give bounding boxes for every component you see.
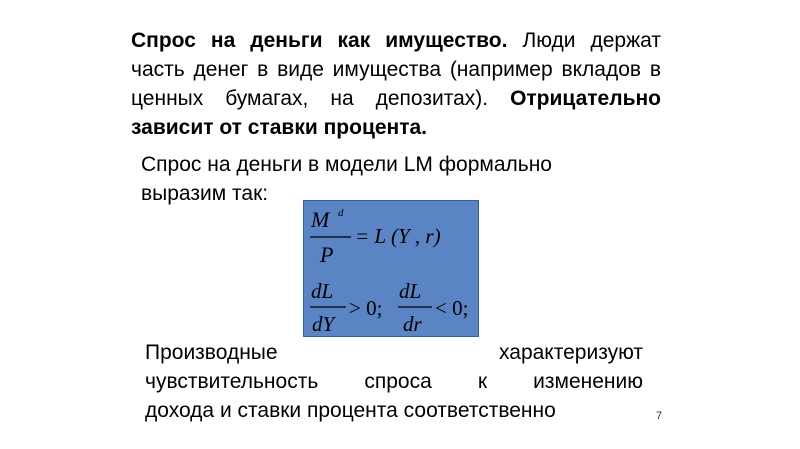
frac1-numerator: M [311,207,330,232]
paragraph3-line3: дохода и ставки процента соответственно [145,399,556,422]
paragraph-derivatives [145,338,643,425]
paragraph3-line2 [145,367,643,396]
relation2: > 0; [349,296,383,320]
paragraph-money-demand-as-asset [131,26,661,142]
paragraph1-text: Люди держат часть денег в виде имущества (например вкладов в ценных бумагах, на депозитах). [131,29,661,110]
paragraph3-line2-word: к [477,370,488,393]
paragraph3-word2: характеризуют [499,341,643,364]
bold-tail: Отрицательно зависит от ставки процента. [131,87,661,139]
paragraph3-line2-word: спроса [364,370,432,393]
frac1-superscript: d [338,207,344,219]
paragraph3-word1: Производные [145,341,278,364]
frac3-numerator: dL [399,279,422,303]
bold-lead: Спрос на деньги как имущество. [131,29,508,52]
equation1-rhs: = L (Y , r) [355,224,441,248]
paragraph2-line1: Спрос на деньги в модели LM формально [141,153,552,176]
paragraph3-line2-word: чувствительность [145,370,319,393]
page-number: 7 [656,410,663,422]
paragraph3-line1 [145,338,643,367]
frac2-numerator: dL [311,279,334,303]
formula-svg [304,201,480,338]
paragraph3-line2-word: изменению [533,370,643,393]
frac3-denominator: dr [403,312,422,336]
paragraph2-line2: выразим так: [141,182,269,205]
frac2-denominator: dY [312,312,335,336]
formula-box [303,200,479,337]
relation3: < 0; [435,296,469,320]
frac1-denominator: P [320,242,334,267]
